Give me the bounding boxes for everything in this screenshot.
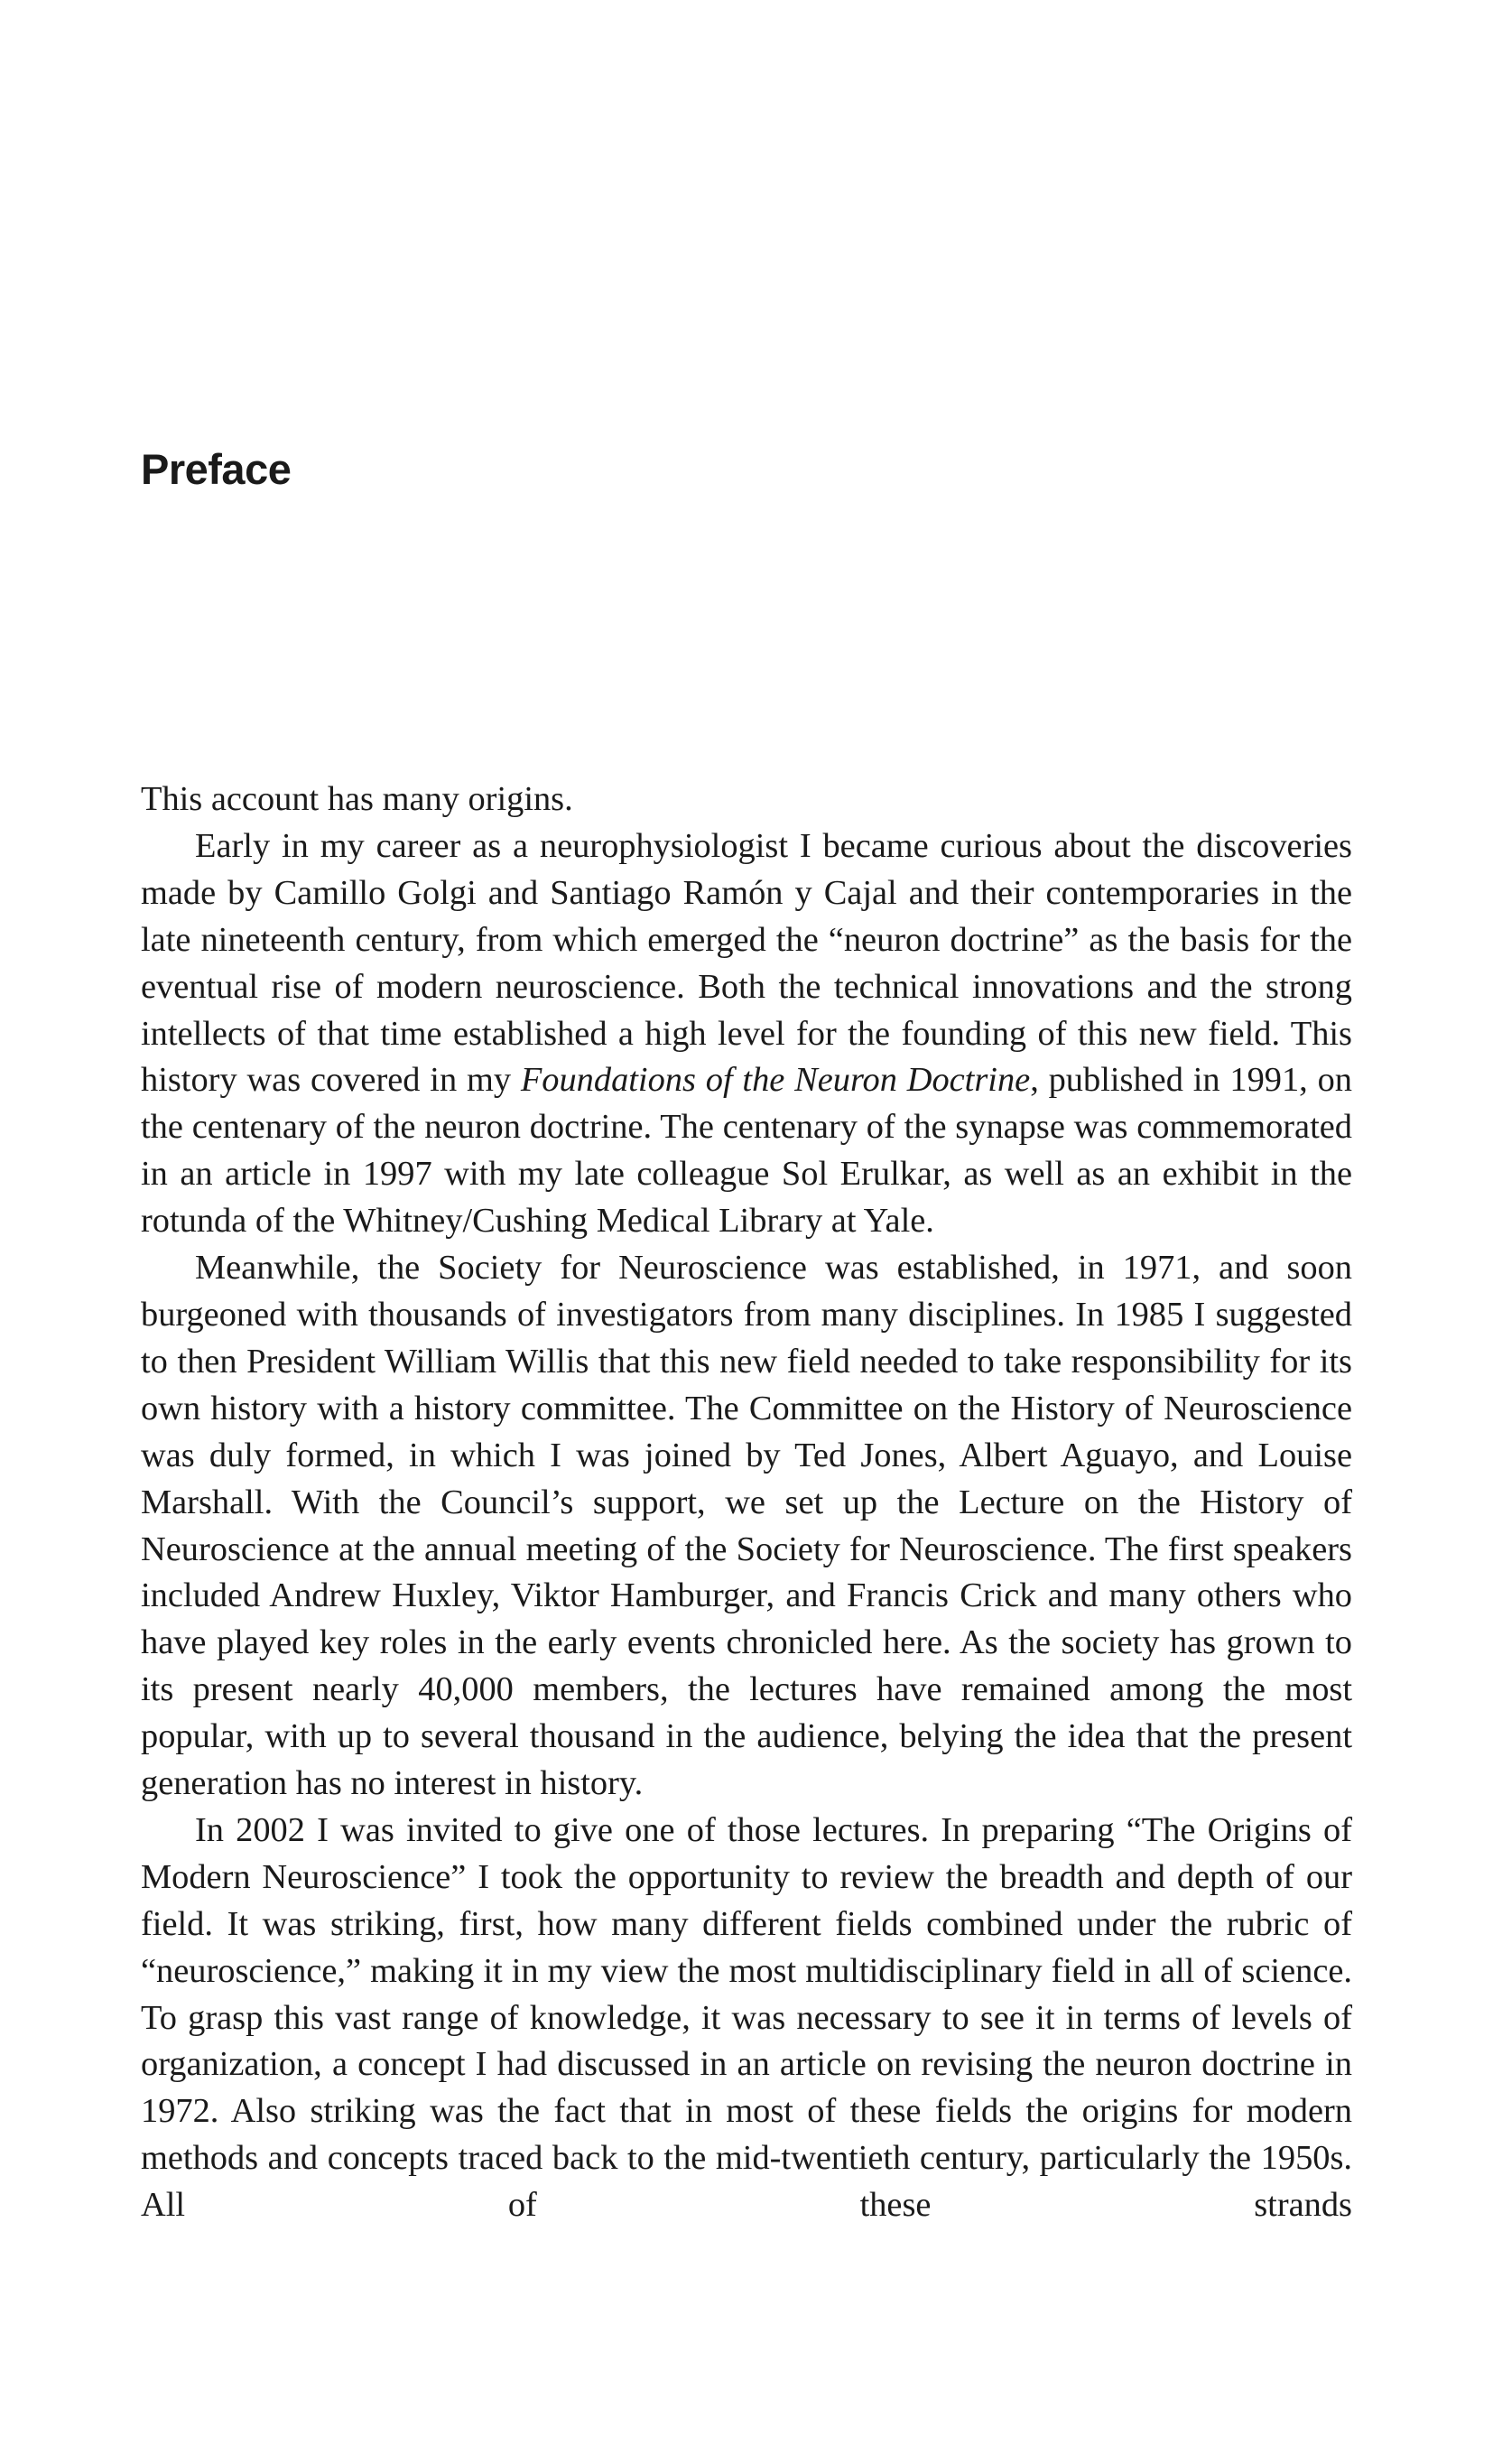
paragraph-early-career — [141, 823, 1352, 1245]
paragraph-lecture: In 2002 I was invited to give one of those lectures. In preparing “The Origins of Modern Neuroscience” I took the opportunity to review the breadth and depth of our field. It was striking, first, how many different fields combined under the rubric of “neuroscience,” making it in my view the most multidisciplinary field in all of science. To grasp this vast range of knowledge, it was necessary to see it in terms of levels of organization, a concept I had discussed in an article on revising the neuron doctrine in 1972. Also striking was the fact that in most of these fields the origins for modern methods and concepts traced back to the mid-twentieth century, particularly the 1950s. All of these strands — [141, 1810, 1352, 2225]
page-title: Preface — [141, 445, 292, 493]
paragraph-early-career-continued: , published in 1991, on the centenary of the neuron doctrine. The centenary of the synapse was commemorated in an article in 1997 with my late colleague Sol Erulkar, as well as an exhibit in the rotunda of the Whitney/Cushing Medical Library at Yale. — [141, 1061, 1352, 1241]
paragraph-origins: This account has many origins. — [141, 780, 573, 818]
paragraph-society: Meanwhile, the Society for Neuroscience was established, in 1971, and soon burgeoned with thousands of investigators from many disciplines. In 1985 I suggested to then President William Willis that this new field needed to take responsibility for its own history with a history committee. The Committee on the History of Neuroscience was duly formed, in which I was joined by Ted Jones, Albert Aguayo, and Louise Marshall. With the Council’s support, we set up the Lecture on the History of Neuroscience at the annual meeting of the Society for Neuroscience. The first speakers included Andrew Huxley, Viktor Hamburger, and Francis Crick and many others who have played key roles in the early events chronicled here. As the society has grown to its present nearly 40,000 members, the lectures have remained among the most popular, with up to several thousand in the audience, belying the idea that the present generation has no interest in history. — [141, 1249, 1352, 1803]
paragraph-early-career-text: Early in my career as a neurophysiologist I became curious about the discoveries made by Camillo Golgi and Santiago Ramón y Cajal and their contemporaries in the late nineteenth century, from which emerged the “neuron doctrine” as the basis for the eventual rise of modern neuroscience. Both the technical innovations and the strong intellects of that time established a high level for the founding of this new field. This history was covered in my — [141, 826, 1352, 1100]
body-text — [141, 776, 1352, 2229]
book-title-foundations: Foundations of the Neuron Doctrine — [520, 1061, 1031, 1100]
